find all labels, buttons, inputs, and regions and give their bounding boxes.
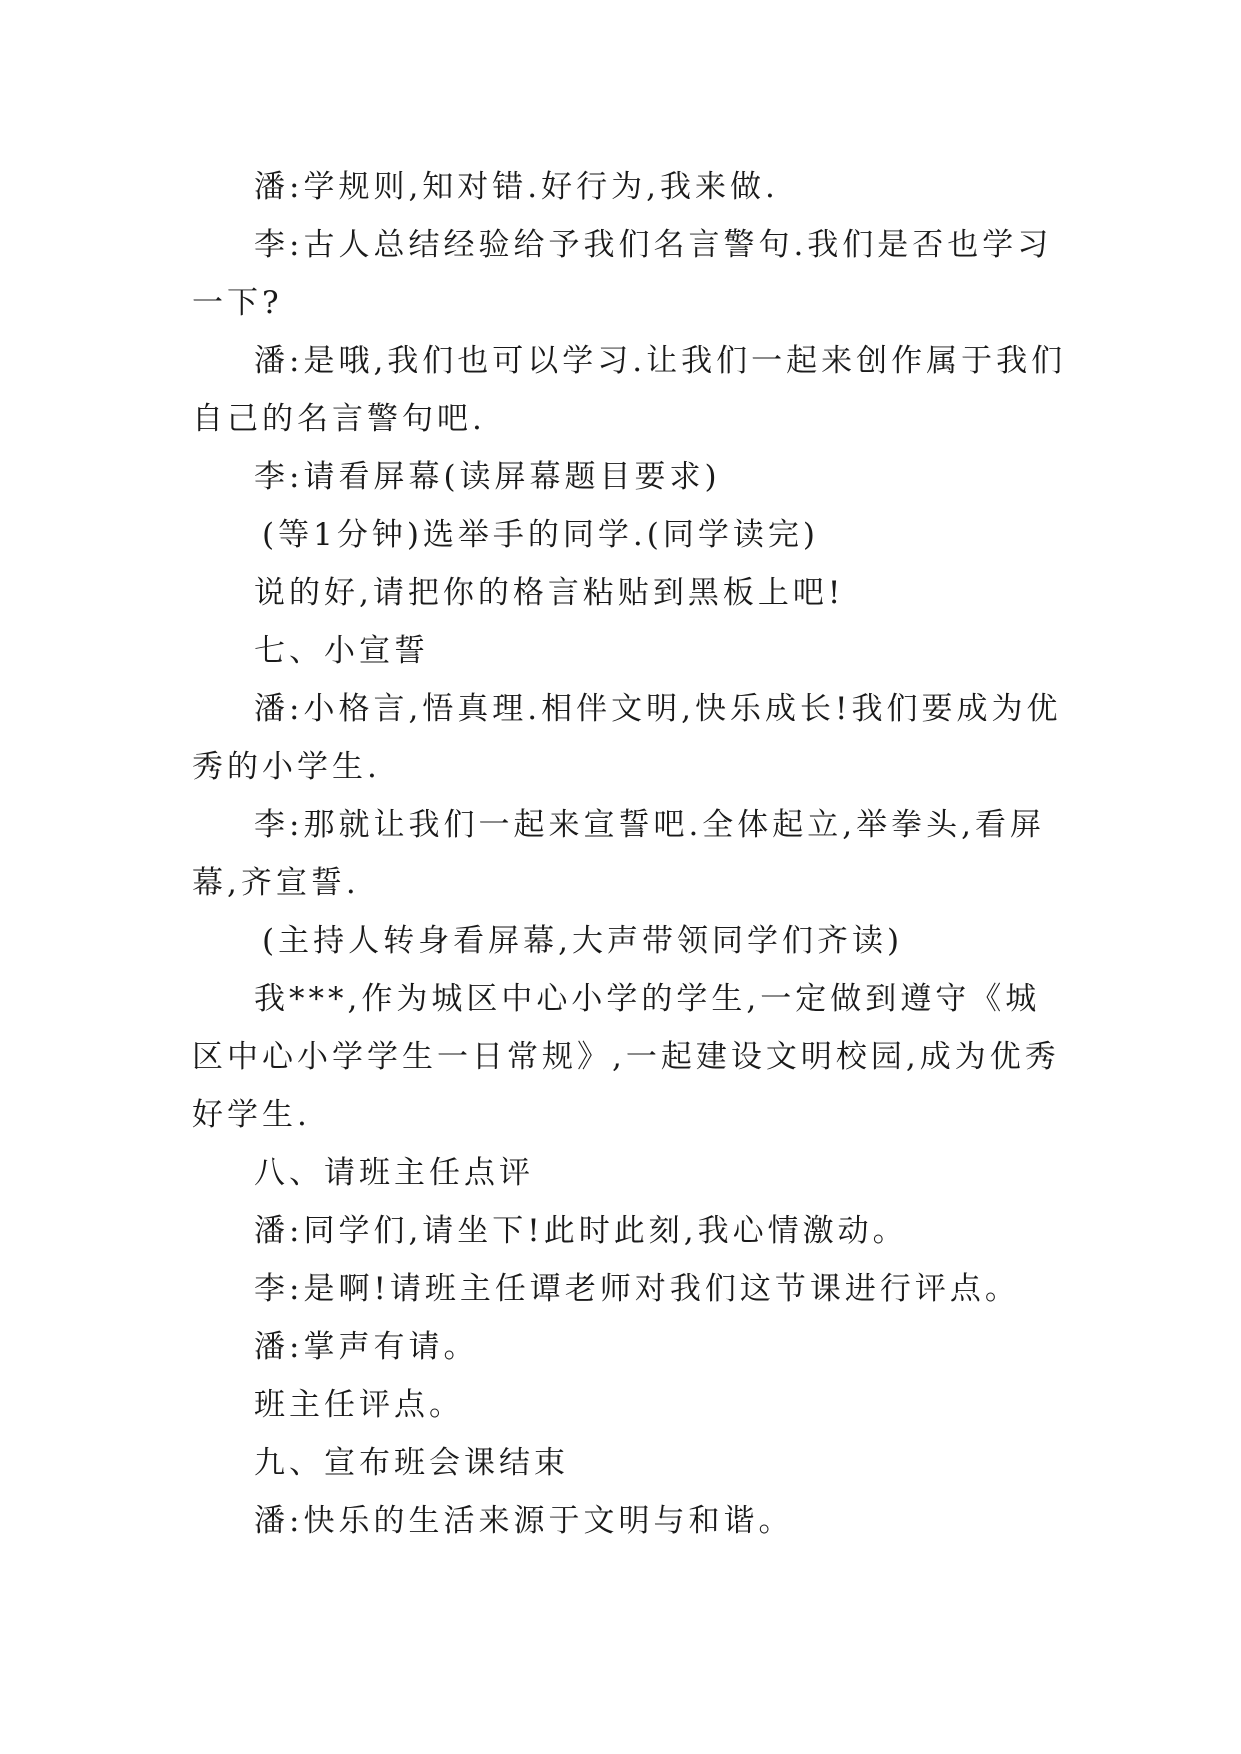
paragraph-pan-applause: 潘:掌声有请。 <box>254 1329 479 1365</box>
section-heading-end: 九、宣布班会课结束 <box>254 1445 569 1481</box>
section-heading-review: 八、请班主任点评 <box>254 1155 534 1191</box>
paragraph-pan-sit: 潘:同学们,请坐下!此时此刻,我心情激动。 <box>254 1213 908 1249</box>
paragraph-pan-rules: 潘:学规则,知对错.好行为,我来做. <box>254 169 779 205</box>
paragraph-oath-text: 我***,作为城区中心小学的学生,一定做到遵守《城区中心小学学生一日常规》,一起建设文明校园,成为优秀好学生. <box>192 981 1060 1133</box>
paragraph-pan-create: 潘:是哦,我们也可以学习.让我们一起来创作属于我们自己的名言警句吧. <box>192 343 1067 437</box>
paragraph-li-teacher: 李:是啊!请班主任谭老师对我们这节课进行评点。 <box>254 1271 1020 1307</box>
paragraph-wait-minute: (等1分钟)选举手的同学.(同学读完) <box>262 517 819 553</box>
section-heading-oath: 七、小宣誓 <box>254 633 429 669</box>
paragraph-li-screen: 李:请看屏幕(读屏幕题目要求) <box>254 459 721 495</box>
paragraph-host-turns: (主持人转身看屏幕,大声带领同学们齐读) <box>262 923 904 959</box>
paragraph-teacher-review: 班主任评点。 <box>254 1387 464 1423</box>
paragraph-pan-happy: 潘:快乐的生活来源于文明与和谐。 <box>254 1503 794 1539</box>
document-body <box>192 158 1072 1550</box>
paragraph-pan-motto: 潘:小格言,悟真理.相伴文明,快乐成长!我们要成为优秀的小学生. <box>192 691 1062 785</box>
paragraph-li-oath: 李:那就让我们一起来宣誓吧.全体起立,举拳头,看屏幕,齐宣誓. <box>192 807 1046 901</box>
paragraph-li-proverbs: 李:古人总结经验给予我们名言警句.我们是否也学习一下? <box>192 227 1053 321</box>
paragraph-paste-motto: 说的好,请把你的格言粘贴到黑板上吧! <box>254 575 845 611</box>
